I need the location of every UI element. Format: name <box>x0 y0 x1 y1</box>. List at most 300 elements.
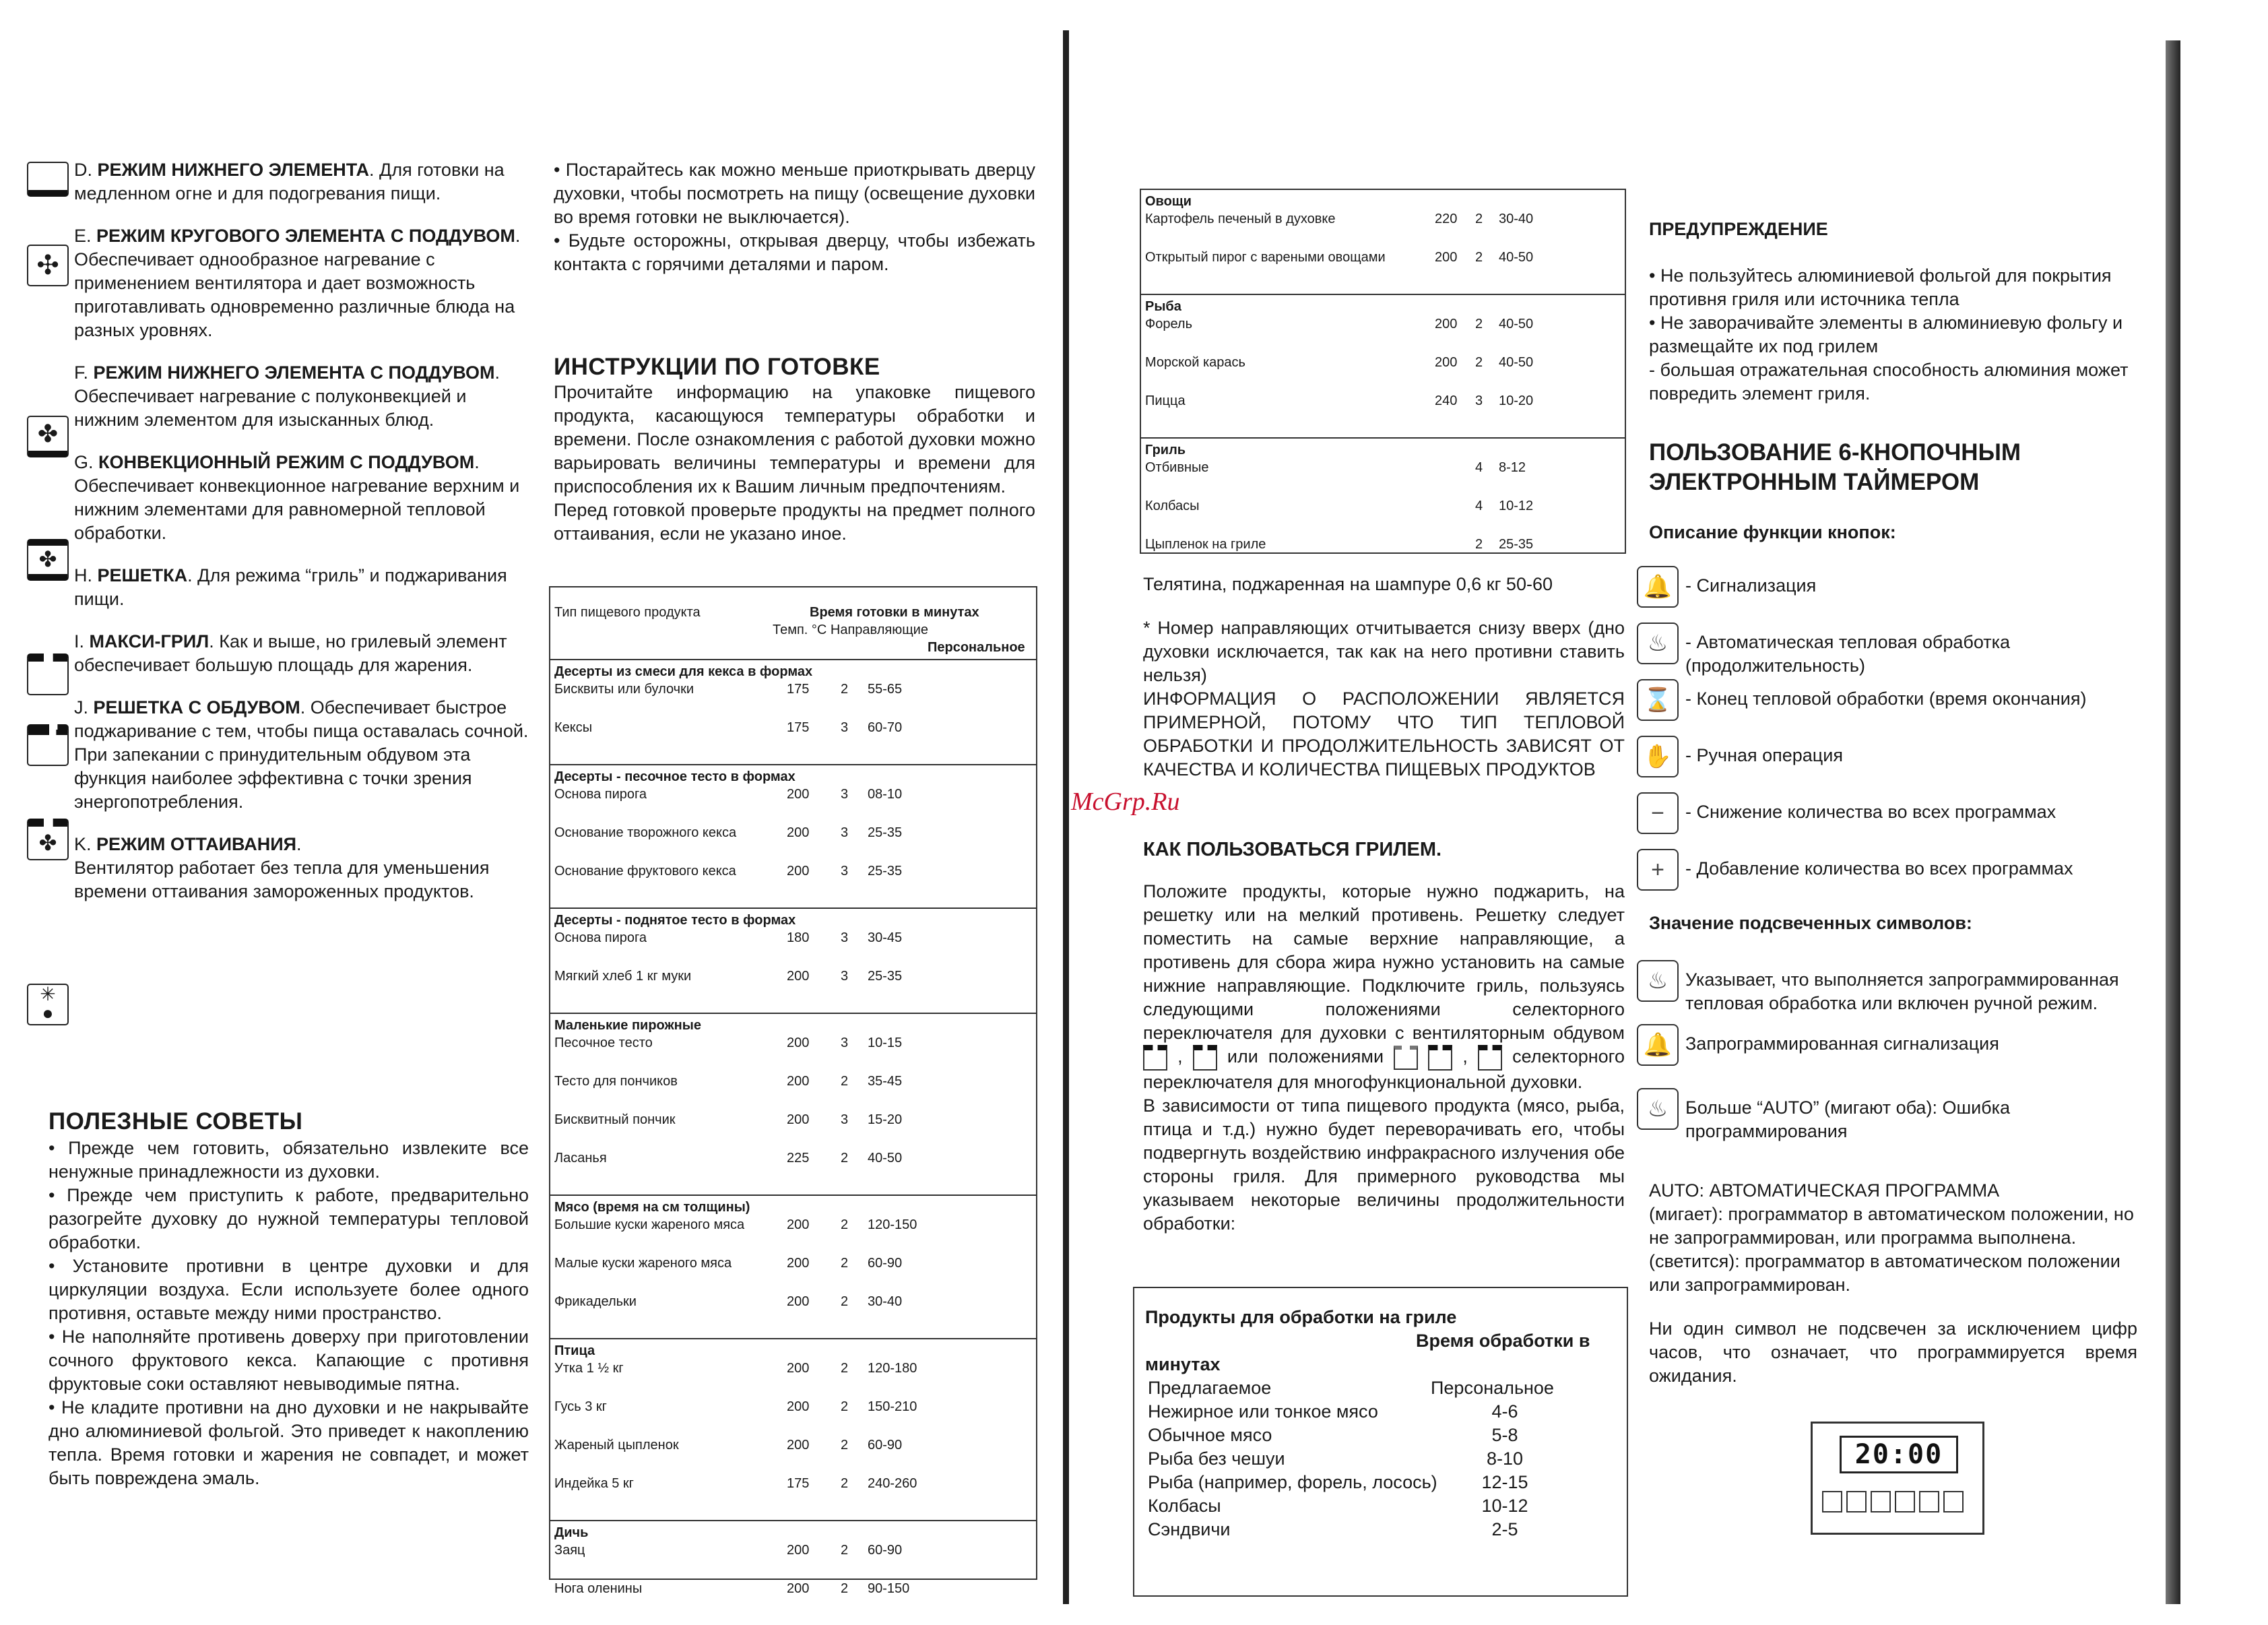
table-cell: 3 <box>841 930 849 945</box>
table-row <box>554 967 1032 1006</box>
mode-k: K. РЕЖИМ ОТТАИВАНИЯ. Вентилятор работает без тепла для уменьшения времени оттаивания замороженных продуктов. <box>74 834 490 901</box>
bell-icon: 🔔 <box>1637 1024 1679 1066</box>
grill-text-1b: или положениями <box>1227 1046 1384 1067</box>
grill-table-minutes: минутах <box>1145 1354 1221 1374</box>
table-cell: 2 <box>841 1543 849 1558</box>
table-cell: 200 <box>787 1543 810 1558</box>
grill-icon <box>1143 1045 1167 1071</box>
fan-ring-icon: ✣ <box>27 245 69 286</box>
table-cell: 3 <box>841 720 849 735</box>
table-cell: Цыпленок на гриле <box>1145 537 1266 552</box>
auto-blinking: (мигает): программатор в автоматическом положении, но не запрограммирован, или программа выполнена. <box>1649 1204 2134 1248</box>
grill-food: Сэндвичи <box>1148 1519 1231 1539</box>
symbols-title: Значение подсвеченных символов: <box>1649 913 1972 933</box>
table-cell: 8-12 <box>1499 460 1526 475</box>
table-cell: Форель <box>1145 317 1192 331</box>
convection-icon: ✤ <box>27 539 69 581</box>
table-cell: Ласанья <box>554 1151 607 1166</box>
tips-title: ПОЛЕЗНЫЕ СОВЕТЫ <box>48 1108 303 1135</box>
mode-title: РЕЖИМ ОТТАИВАНИЯ <box>96 834 297 854</box>
grill-table-title: Продукты для обработки на гриле <box>1145 1307 1457 1327</box>
table-cell: 55-65 <box>868 682 903 697</box>
cooking-table <box>549 586 1037 1596</box>
table-cell: Большие куски жареного мяса <box>554 1217 745 1232</box>
symbols-list <box>1637 960 2149 1152</box>
shelf-note-caps: ИНФОРМАЦИЯ О РАСПОЛОЖЕНИИ ЯВЛЯЕТСЯ ПРИМЕРНОЙ, ПОТОМУ ЧТО ТИП ТЕПЛОВОЙ ОБРАБОТКИ И ПРОДОЛЖИТЕЛЬНОСТЬ ЗАВИСЯТ ОТ КАЧЕСТВА И КОЛИЧЕСТВА ПИЩЕВЫХ ПРОДУКТОВ <box>1143 689 1625 779</box>
table-cell: Бисквитный пончик <box>554 1112 676 1127</box>
grill-section <box>1143 839 1625 1236</box>
table-cell: 200 <box>787 1399 810 1414</box>
grill-text-2: В зависимости от типа пищевого продукта (мясо, рыба, птица и т.д.) нужно будет переворачивать его, чтобы подвергнуть воздействию инфракрасного излучения обе стороны гриля. Для примерного руководства мы указываем некоторые величины продолжительности обработки: <box>1143 1095 1625 1234</box>
table-cell: Кексы <box>554 720 593 735</box>
table-cell: 200 <box>787 969 810 984</box>
table-cell: Индейка 5 кг <box>554 1476 634 1491</box>
table-row <box>554 1541 1032 1580</box>
mode-d <box>74 158 529 205</box>
timer-minus-button[interactable] <box>1919 1491 1939 1512</box>
table-cell: 200 <box>787 1074 810 1089</box>
auto-cook-icon: ♨ <box>1637 960 1679 1002</box>
table-cell: 15-20 <box>868 1112 903 1127</box>
button-description <box>1637 623 2149 679</box>
table-row <box>554 1111 1032 1149</box>
button-label: - Добавление количества во всех программах <box>1685 858 2073 879</box>
table-cell: Утка 1 ½ кг <box>554 1361 624 1376</box>
table-cell: 3 <box>841 864 849 879</box>
table-cell: 2 <box>841 1581 849 1596</box>
table-cell: 2 <box>1475 212 1483 226</box>
table-cell: 30-40 <box>868 1294 903 1309</box>
table-row <box>1145 210 1621 249</box>
button-description <box>1637 792 2149 849</box>
mode-g <box>74 451 529 545</box>
timer-plus-button[interactable] <box>1943 1491 1964 1512</box>
mode-letter: K. <box>74 834 92 854</box>
table-cell: 3 <box>841 1035 849 1050</box>
grill-text: Положите продукты, которые нужно поджарить, на решетку или на мелкий противень. Решетку следует поместить на самые верхние направляющие, а противень для сбора жира нужно установить на самые нижние направляющие. Подключите гриль, пользуясь следующими положениями селекторного переключателя для духовки с вентиляторным обдувом , или положениями , селекторного переключателя для многофункциональной духовки. <box>1143 881 1625 1092</box>
tip-item: • Установите противни в центре духовки и для циркуляции воздуха. Если используете более одного противня, оставьте между ними пространство. <box>48 1256 529 1323</box>
table-row <box>554 680 1032 719</box>
table-cell: Гусь 3 кг <box>554 1399 607 1414</box>
group-title: Овощи <box>1145 194 1192 209</box>
mode-text: . Для режима “гриль” и поджаривания пищи. <box>74 565 507 609</box>
table-cell: 2 <box>1475 355 1483 370</box>
table-row <box>554 862 1032 901</box>
grill-food: Рыба (например, форель, лосось) <box>1148 1472 1437 1492</box>
table-group <box>1141 437 1625 581</box>
table-cell: Основание творожного кекса <box>554 825 737 840</box>
group-title: Десерты - песочное тесто в формах <box>554 769 796 784</box>
timer-panel <box>1811 1422 1984 1535</box>
plus-icon: + <box>1637 849 1679 891</box>
mode-title: РЕЖИМ НИЖНЕГО ЭЛЕМЕНТА <box>97 160 370 180</box>
table-cell: 90-150 <box>868 1581 910 1596</box>
table-group <box>550 907 1036 1013</box>
table-group <box>1141 294 1625 437</box>
table-cell: 2 <box>841 682 849 697</box>
table-cell: 200 <box>1435 355 1458 370</box>
mode-letter: F. <box>74 362 89 383</box>
table-row <box>1145 497 1621 536</box>
mode-f <box>74 361 529 432</box>
fan-bottom-icon: ✤ <box>27 416 69 457</box>
table-cell: 2 <box>1475 250 1483 265</box>
table-cell: 40-50 <box>1499 250 1534 265</box>
table-cell: 2 <box>1475 317 1483 331</box>
minus-icon: − <box>1637 792 1679 834</box>
button-label: - Конец тепловой обработки (время окончания) <box>1685 689 2087 709</box>
table-cell: Фрикадельки <box>554 1294 637 1309</box>
table-row <box>1145 315 1621 354</box>
table-cell: 25-35 <box>1499 537 1534 552</box>
table-row <box>1145 536 1621 574</box>
cooking-notes <box>1143 573 1625 782</box>
shelf-note: * Номер направляющих отчитывается снизу вверх (дно духовки исключается, так как на него противни ставить нельзя) <box>1143 618 1625 685</box>
mode-title: РЕШЕТКА <box>97 565 188 585</box>
group-title: Рыба <box>1145 299 1181 314</box>
button-description <box>1637 960 2149 1024</box>
table-group <box>550 1520 1036 1625</box>
grill-row <box>1145 1447 1615 1471</box>
table-cell: 175 <box>787 1476 810 1491</box>
table-cell: 2 <box>841 1256 849 1271</box>
end-cook-icon: ⌛ <box>1637 679 1679 721</box>
grill-row <box>1145 1518 1615 1541</box>
group-title: Маленькие пирожные <box>554 1018 701 1033</box>
mode-letter: E. <box>74 226 92 246</box>
button-label: - Ручная операция <box>1685 745 1843 765</box>
table-body <box>550 660 1036 1625</box>
hand-icon: ✋ <box>1637 736 1679 777</box>
table-row <box>554 1149 1032 1188</box>
table-row <box>554 1216 1032 1254</box>
door-tip: • Будьте осторожны, открывая дверцу, чтобы избежать контакта с горячими деталями и паром. <box>554 230 1035 274</box>
table-cell: 200 <box>787 1581 810 1596</box>
table-cell: Нога оленины <box>554 1581 643 1596</box>
table-cell: 225 <box>787 1151 810 1166</box>
button-description <box>1637 736 2149 792</box>
table-cell: 2 <box>841 1294 849 1309</box>
table-cell: 2 <box>841 1217 849 1232</box>
mode-letter: I. <box>74 631 85 651</box>
warning-section <box>1649 219 2135 406</box>
table-group <box>550 660 1036 764</box>
table-row <box>554 786 1032 824</box>
table-cell: 175 <box>787 682 810 697</box>
grill-times-table <box>1133 1287 1628 1597</box>
table-cell: Морской карась <box>1145 355 1245 370</box>
table-cell: Открытый пирог с вареными овощами <box>1145 250 1386 265</box>
table-cell: 3 <box>841 825 849 840</box>
buttons-title: Описание функции кнопок: <box>1649 522 1896 542</box>
table-cell: 200 <box>787 787 810 802</box>
grill-time: 2-5 <box>1491 1519 1518 1539</box>
grill-icon <box>27 654 69 695</box>
table-cell: Пицца <box>1145 393 1186 408</box>
button-description <box>1637 1024 2149 1088</box>
table-header <box>550 587 1036 660</box>
table-cell: 180 <box>787 930 810 945</box>
table-cell: 35-45 <box>868 1074 903 1089</box>
group-title: Дичь <box>554 1525 589 1540</box>
timer-hand-button[interactable] <box>1895 1491 1915 1512</box>
grill-icon <box>1394 1046 1418 1070</box>
grill-time: 5-8 <box>1491 1425 1518 1445</box>
defrost-icon: ✳ ● <box>27 984 69 1025</box>
grill-food: Колбасы <box>1148 1496 1221 1516</box>
button-label: - Автоматическая тепловая обработка (продолжительность) <box>1685 632 2011 676</box>
col-temp-shelf: Темп. °С Направляющие <box>773 623 928 637</box>
mode-h <box>74 564 529 611</box>
cooking-table-continued <box>1140 189 1626 554</box>
modes-column <box>27 158 529 1023</box>
maxi-grill-icon <box>27 724 69 766</box>
grill-text-1: Положите продукты, которые нужно поджарить, на решетку или на мелкий противень. Решетку следует поместить на самые верхние направляющие, а противень для сбора жира нужно установить на самые нижние направляющие. Подключите гриль, пользуясь следующими положениями селекторного переключателя для духовки с вентиляторным обдувом <box>1143 881 1625 1043</box>
fan-grill-icon <box>1193 1045 1217 1071</box>
grill-title: КАК ПОЛЬЗОВАТЬСЯ ГРИЛЕМ. <box>1143 839 1442 860</box>
table-cell: Малые куски жареного мяса <box>554 1256 732 1271</box>
no-symbol-note: Ни один символ не подсвечен за исключением цифр часов, что означает, что программируется время ожидания. <box>1649 1318 2137 1386</box>
instructions-text: Прочитайте информацию на упаковке пищевого продукта, касающуюся температуры обработки и времени. После ознакомления с работой духовки можно варьировать величины температуры и времени для приспособления их к Вашим личным предпочтениям. <box>554 382 1035 497</box>
mode-title: РЕЖИМ НИЖНЕГО ЭЛЕМЕНТА С ПОДДУВОМ <box>93 362 495 383</box>
table-row <box>554 1436 1032 1475</box>
table-row <box>554 1293 1032 1331</box>
timer-auto-button[interactable] <box>1846 1491 1867 1512</box>
table-cell: 60-90 <box>868 1543 903 1558</box>
mode-text: . Обеспечивает однообразное нагревание с применением вентилятора и дает возможность приготавливать одновременно различные блюда на разных уровнях. <box>74 226 521 340</box>
right-edge-shadow <box>2166 40 2180 1604</box>
maxi-grill-icon <box>1428 1045 1452 1071</box>
table-row <box>1145 249 1621 287</box>
table-cell: Мягкий хлеб 1 кг муки <box>554 969 692 984</box>
auto-program-section <box>1649 1179 2137 1388</box>
button-label: - Сигнализация <box>1685 575 1817 596</box>
table-cell: 175 <box>787 720 810 735</box>
instructions-title: ИНСТРУКЦИИ ПО ГОТОВКЕ <box>554 354 880 380</box>
button-description <box>1637 849 2149 905</box>
table-cell: 220 <box>1435 212 1458 226</box>
grill-time: 8-10 <box>1486 1448 1524 1469</box>
table-cell: 2 <box>1475 537 1483 552</box>
group-title: Гриль <box>1145 443 1186 457</box>
table-cell: 200 <box>787 825 810 840</box>
table-cell: Основа пирога <box>554 930 647 945</box>
table-group <box>1141 190 1625 294</box>
grill-row <box>1145 1494 1615 1518</box>
instructions-text-2: Перед готовкой проверьте продукты на предмет полного оттаивания, если не указано иное. <box>554 500 1035 544</box>
table-cell: 200 <box>787 1361 810 1376</box>
table-row <box>554 719 1032 757</box>
table-row <box>554 1580 1032 1618</box>
table-cell: 200 <box>787 1035 810 1050</box>
table-cell: Тесто для пончиков <box>554 1074 678 1089</box>
watermark: McGrp.Ru <box>1071 788 1180 816</box>
table-cell: Картофель печеный в духовке <box>1145 212 1336 226</box>
grill-food: Нежирное или тонкое мясо <box>1148 1401 1378 1422</box>
table-cell: Основа пирога <box>554 787 647 802</box>
table-cell: Песочное тесто <box>554 1035 653 1050</box>
table-row <box>1145 459 1621 497</box>
mode-text: . Обеспечивает конвекционное нагревание верхним и нижним элементами для равномерной тепловой обработки. <box>74 452 520 543</box>
table-row <box>1145 392 1621 431</box>
table-row <box>1145 354 1621 392</box>
mode-text: . Как и выше, но грилевый элемент обеспечивает большую площадь для жарения. <box>74 631 507 675</box>
mode-text: . Для готовки на медленном огне и для подогревания пищи. <box>74 160 505 203</box>
button-label: Указывает, что выполняется запрограммированная тепловая обработка или включен ручной режим. <box>1685 969 2119 1013</box>
button-description <box>1637 566 2149 623</box>
mode-title: КОНВЕКЦИОННЫЙ РЕЖИМ С ПОДДУВОМ <box>98 452 475 472</box>
table-cell: 3 <box>841 1112 849 1127</box>
tip-item: • Не кладите противни на дно духовки и не накрывайте дно алюминиевой фольгой. Это приведет к накоплению тепла. Время готовки и жарения не совпадет, и может быть повреждена эмаль. <box>48 1397 529 1488</box>
mode-i <box>74 630 529 677</box>
table-group <box>550 764 1036 907</box>
mode-title: РЕШЕТКА С ОБДУВОМ <box>93 697 300 718</box>
table-cell: 40-50 <box>1499 355 1534 370</box>
table-cell: 200 <box>787 1217 810 1232</box>
mode-text: . Обеспечивает быстрое поджаривание с тем, чтобы пища оставалась сочной. При запекании с принудительным обдувом эта функция наиболее эффективна с точки зрения энергопотребления. <box>74 697 529 812</box>
table-cell: 60-70 <box>868 720 903 735</box>
tip-item: • Прежде чем приступить к работе, предварительно разогрейте духовку до нужной температуры тепловой обработки. <box>48 1185 529 1252</box>
table-row <box>554 824 1032 862</box>
oven-door-tips <box>554 158 1035 276</box>
table-cell: 240-260 <box>868 1476 917 1491</box>
table-cell: 4 <box>1475 499 1483 513</box>
table-cell: 240 <box>1435 393 1458 408</box>
mode-title: МАКСИ-ГРИЛ <box>89 631 209 651</box>
col-personal: Персональное <box>928 640 1025 655</box>
table-group <box>550 1338 1036 1520</box>
table-cell: 60-90 <box>868 1256 903 1271</box>
button-label: Больше “AUTO” (мигают оба): Ошибка программирования <box>1685 1097 2011 1141</box>
table-cell: 25-35 <box>868 969 903 984</box>
table-cell: Колбасы <box>1145 499 1200 513</box>
bell-icon: 🔔 <box>1637 566 1679 608</box>
table-cell: 200 <box>787 1256 810 1271</box>
door-tip: • Постарайтесь как можно меньше приоткрывать дверцу духовки, чтобы посмотреть на пищу (освещение духовки во время готовки не выключается). <box>554 160 1035 227</box>
table-cell: 30-45 <box>868 930 903 945</box>
tip-item: • Прежде чем готовить, обязательно извлеките все ненужные принадлежности из духовки. <box>48 1138 529 1182</box>
auto-cook-icon: ♨ <box>1637 623 1679 664</box>
auto-cook-icon: ♨ <box>1637 1088 1679 1130</box>
table-row <box>554 1398 1032 1436</box>
table-cell: 200 <box>787 1294 810 1309</box>
table-cell: 3 <box>841 969 849 984</box>
timer-bell-button[interactable] <box>1822 1491 1842 1512</box>
group-title: Десерты - поднятое тесто в формах <box>554 913 796 928</box>
table-row <box>554 1254 1032 1293</box>
table-cell: 120-150 <box>868 1217 917 1232</box>
table-row <box>554 1034 1032 1073</box>
button-description <box>1637 1088 2149 1152</box>
table-cell: 30-40 <box>1499 212 1534 226</box>
grill-time: 10-12 <box>1481 1496 1528 1516</box>
table-cell: 200 <box>1435 250 1458 265</box>
grill-table-rows <box>1145 1400 1615 1541</box>
grill-food: Рыба без чешуи <box>1148 1448 1285 1469</box>
table-cell: 200 <box>787 864 810 879</box>
table-cell: Жареный цыпленок <box>554 1438 679 1453</box>
col-time: Время готовки в минутах <box>810 605 979 620</box>
button-description <box>1637 679 2149 736</box>
table-cell: 150-210 <box>868 1399 917 1414</box>
auto-title: AUTO: АВТОМАТИЧЕСКАЯ ПРОГРАММА <box>1649 1180 2000 1201</box>
mode-title: РЕЖИМ КРУГОВОГО ЭЛЕМЕНТА С ПОДДУВОМ <box>96 226 515 246</box>
table-cell: Заяц <box>554 1543 585 1558</box>
table-group <box>550 1013 1036 1194</box>
table-cell: 2 <box>841 1399 849 1414</box>
table-cell: 40-50 <box>868 1151 903 1166</box>
group-title: Мясо (время на см толщины) <box>554 1200 750 1215</box>
timer-buttons-list <box>1637 566 2149 905</box>
instructions-section <box>554 354 1035 546</box>
table-cell: Бисквиты или булочки <box>554 682 694 697</box>
table-cell: 2 <box>841 1361 849 1376</box>
grill-time: 12-15 <box>1481 1472 1528 1492</box>
table-cell: 2 <box>841 1151 849 1166</box>
grill-row <box>1145 1400 1615 1424</box>
warning-item: - большая отражательная способность алюминия может повредить элемент гриля. <box>1649 360 2129 404</box>
button-label: - Снижение количества во всех программах <box>1685 802 2056 822</box>
table-row <box>554 1475 1032 1513</box>
table-cell: 120-180 <box>868 1361 917 1376</box>
grill-food: Обычное мясо <box>1148 1425 1272 1445</box>
tip-item: • Не наполняйте противень доверху при приготовлении сочного фруктового кекса. Капающие с противня фруктовые соки оставляют невыводимые пятна. <box>48 1327 529 1394</box>
table-cell: 2 <box>841 1476 849 1491</box>
mode-text: . Обеспечивает нагревание с полуконвекцией и нижним элементом для изысканных блюд. <box>74 362 500 430</box>
table-row <box>554 1360 1032 1398</box>
timer-buttons-row <box>1822 1491 1964 1512</box>
timer-end-button[interactable] <box>1871 1491 1891 1512</box>
table-cell: 25-35 <box>868 825 903 840</box>
table-row <box>554 929 1032 967</box>
mode-text: Вентилятор работает без тепла для уменьшения времени оттаивания замороженных продуктов. <box>74 858 490 901</box>
mode-letter: D. <box>74 160 92 180</box>
veal-row: Телятина, поджаренная на шампуре 0,6 кг 50-60 <box>1143 574 1553 594</box>
grill-text-1c: селекторного переключателя для многофункциональной духовки. <box>1143 1046 1625 1092</box>
auto-lit: (светится): программатор в автоматическом положении или запрограммирован. <box>1649 1251 2120 1295</box>
table-group <box>550 1194 1036 1338</box>
warning-item: • Не заворачивайте элементы в алюминиевую фольгу и размещайте их под грилем <box>1649 313 2123 356</box>
button-label: Запрограммированная сигнализация <box>1685 1033 1999 1054</box>
warning-title: ПРЕДУПРЕЖДЕНИЕ <box>1649 219 1828 239</box>
mode-letter: G. <box>74 452 94 472</box>
grill-row <box>1145 1424 1615 1447</box>
table-cell: 60-90 <box>868 1438 903 1453</box>
table-cell: 200 <box>787 1438 810 1453</box>
table-cell: 25-35 <box>868 864 903 879</box>
group-title: Птица <box>554 1343 595 1358</box>
grill-table-time-head: Время обработки в <box>1416 1331 1590 1351</box>
mode-e <box>74 224 529 342</box>
table-cell: 08-10 <box>868 787 903 802</box>
bottom-element-icon <box>27 162 69 197</box>
mode-letter: H. <box>74 565 92 585</box>
tips-section <box>48 1108 529 1490</box>
table-cell: 2 <box>841 1074 849 1089</box>
table-cell: 4 <box>1475 460 1483 475</box>
table-cell: 40-50 <box>1499 317 1534 331</box>
mode-j <box>74 696 529 814</box>
grill-row <box>1145 1471 1615 1494</box>
fan-grill-icon <box>1478 1045 1502 1071</box>
table-cell: 10-15 <box>868 1035 903 1050</box>
warning-item: • Не пользуйтесь алюминиевой фольгой для покрытия противня гриля или источника тепла <box>1649 265 2112 309</box>
table-cell: Отбивные <box>1145 460 1209 475</box>
mode-letter: J. <box>74 697 89 718</box>
table-cell: Основание фруктового кекса <box>554 864 736 879</box>
table-row <box>554 1073 1032 1111</box>
col-food-type: Тип пищевого продукта <box>554 605 701 620</box>
